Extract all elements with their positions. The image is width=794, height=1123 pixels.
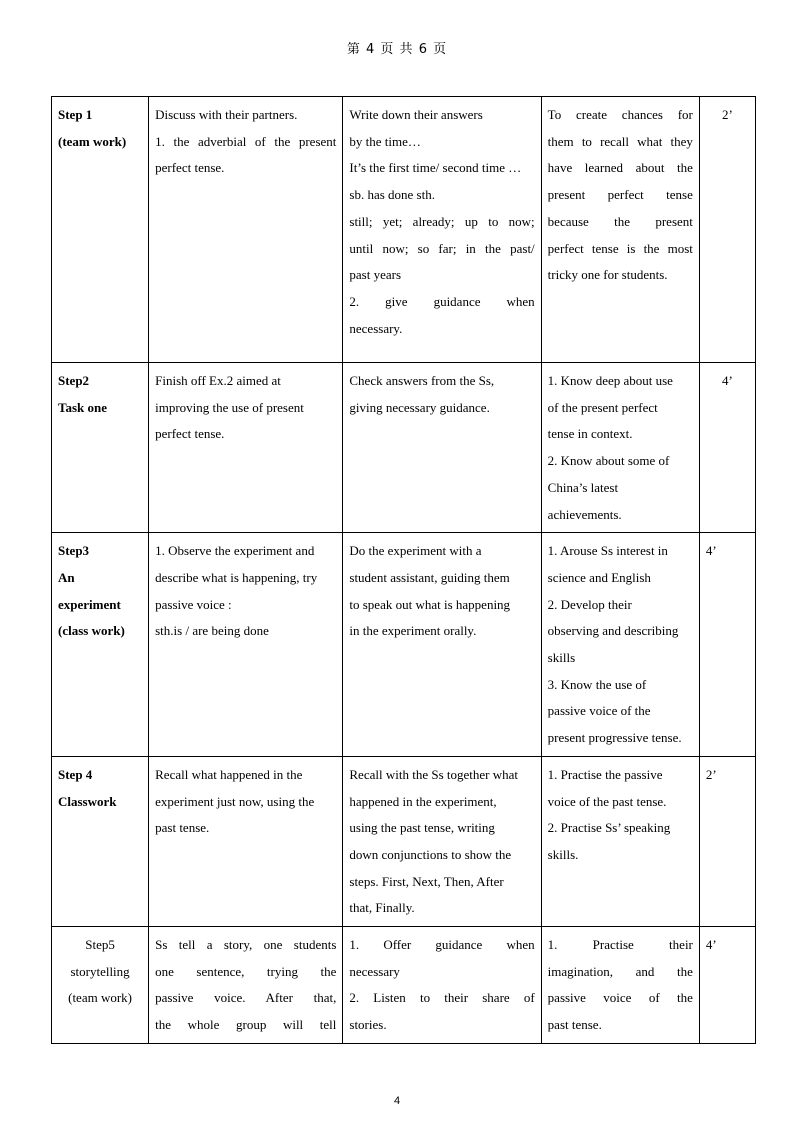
purpose-cell: 1. Practise the passive voice of the past tense. 2. Practise Ss’ speaking skills. <box>541 756 699 926</box>
purpose-cell: To create chances for them to recall what they have learned about the present perfect tense because the present perfect tense is the most tricky one for students. <box>541 97 699 363</box>
student-activity-cell: Recall what happened in the experiment just now, using the past tense. <box>149 756 343 926</box>
teacher-activity-cell: Do the experiment with a student assistant, guiding them to speak out what is happening in the experiment orally. <box>343 533 541 757</box>
step-cell: Step 4 Classwork <box>52 756 149 926</box>
table-row <box>52 533 756 757</box>
step-cell: Step3 An experiment (class work) <box>52 533 149 757</box>
page-header: 第 4 页 共 6 页 <box>346 42 448 57</box>
table-row <box>52 363 756 533</box>
step-cell: Step2 Task one <box>52 363 149 533</box>
teacher-activity-cell: Write down their answers by the time… It’s the first time/ second time … sb. has done sth. still; yet; already; up to now; until now; so far; in the past/ past years 2. give guidance when necessary. <box>343 97 541 363</box>
table-row <box>52 97 756 363</box>
page-number: 4 <box>393 1095 401 1107</box>
teacher-activity-cell: Check answers from the Ss, giving necessary guidance. <box>343 363 541 533</box>
step-cell: Step5 storytelling (team work) <box>52 927 149 1044</box>
student-activity-cell: 1. Observe the experiment and describe what is happening, try passive voice : sth.is / are being done <box>149 533 343 757</box>
table-row <box>52 927 756 1044</box>
step-cell: Step 1 (team work) <box>52 97 149 363</box>
student-activity-cell: Finish off Ex.2 aimed at improving the use of present perfect tense. <box>149 363 343 533</box>
student-activity-cell: Discuss with their partners. 1. the adverbial of the present perfect tense. <box>149 97 343 363</box>
time-cell: 2’ <box>699 756 755 926</box>
table-row <box>52 756 756 926</box>
time-cell: 4’ <box>699 363 755 533</box>
purpose-cell: 1. Arouse Ss interest in science and English 2. Develop their observing and describing skills 3. Know the use of passive voice of the present progressive tense. <box>541 533 699 757</box>
time-cell: 4’ <box>699 927 755 1044</box>
time-cell: 4’ <box>699 533 755 757</box>
student-activity-cell: Ss tell a story, one students one sentence, trying the passive voice. After that, the whole group will tell <box>149 927 343 1044</box>
lesson-plan-table <box>51 96 756 1044</box>
teacher-activity-cell: 1. Offer guidance when necessary 2. Listen to their share of stories. <box>343 927 541 1044</box>
purpose-cell: 1. Practise their imagination, and the passive voice of the past tense. <box>541 927 699 1044</box>
time-cell: 2’ <box>699 97 755 363</box>
purpose-cell: 1. Know deep about use of the present perfect tense in context. 2. Know about some of China’s latest achievements. <box>541 363 699 533</box>
teacher-activity-cell: Recall with the Ss together what happened in the experiment, using the past tense, writing down conjunctions to show the steps. First, Next, Then, After that, Finally. <box>343 756 541 926</box>
